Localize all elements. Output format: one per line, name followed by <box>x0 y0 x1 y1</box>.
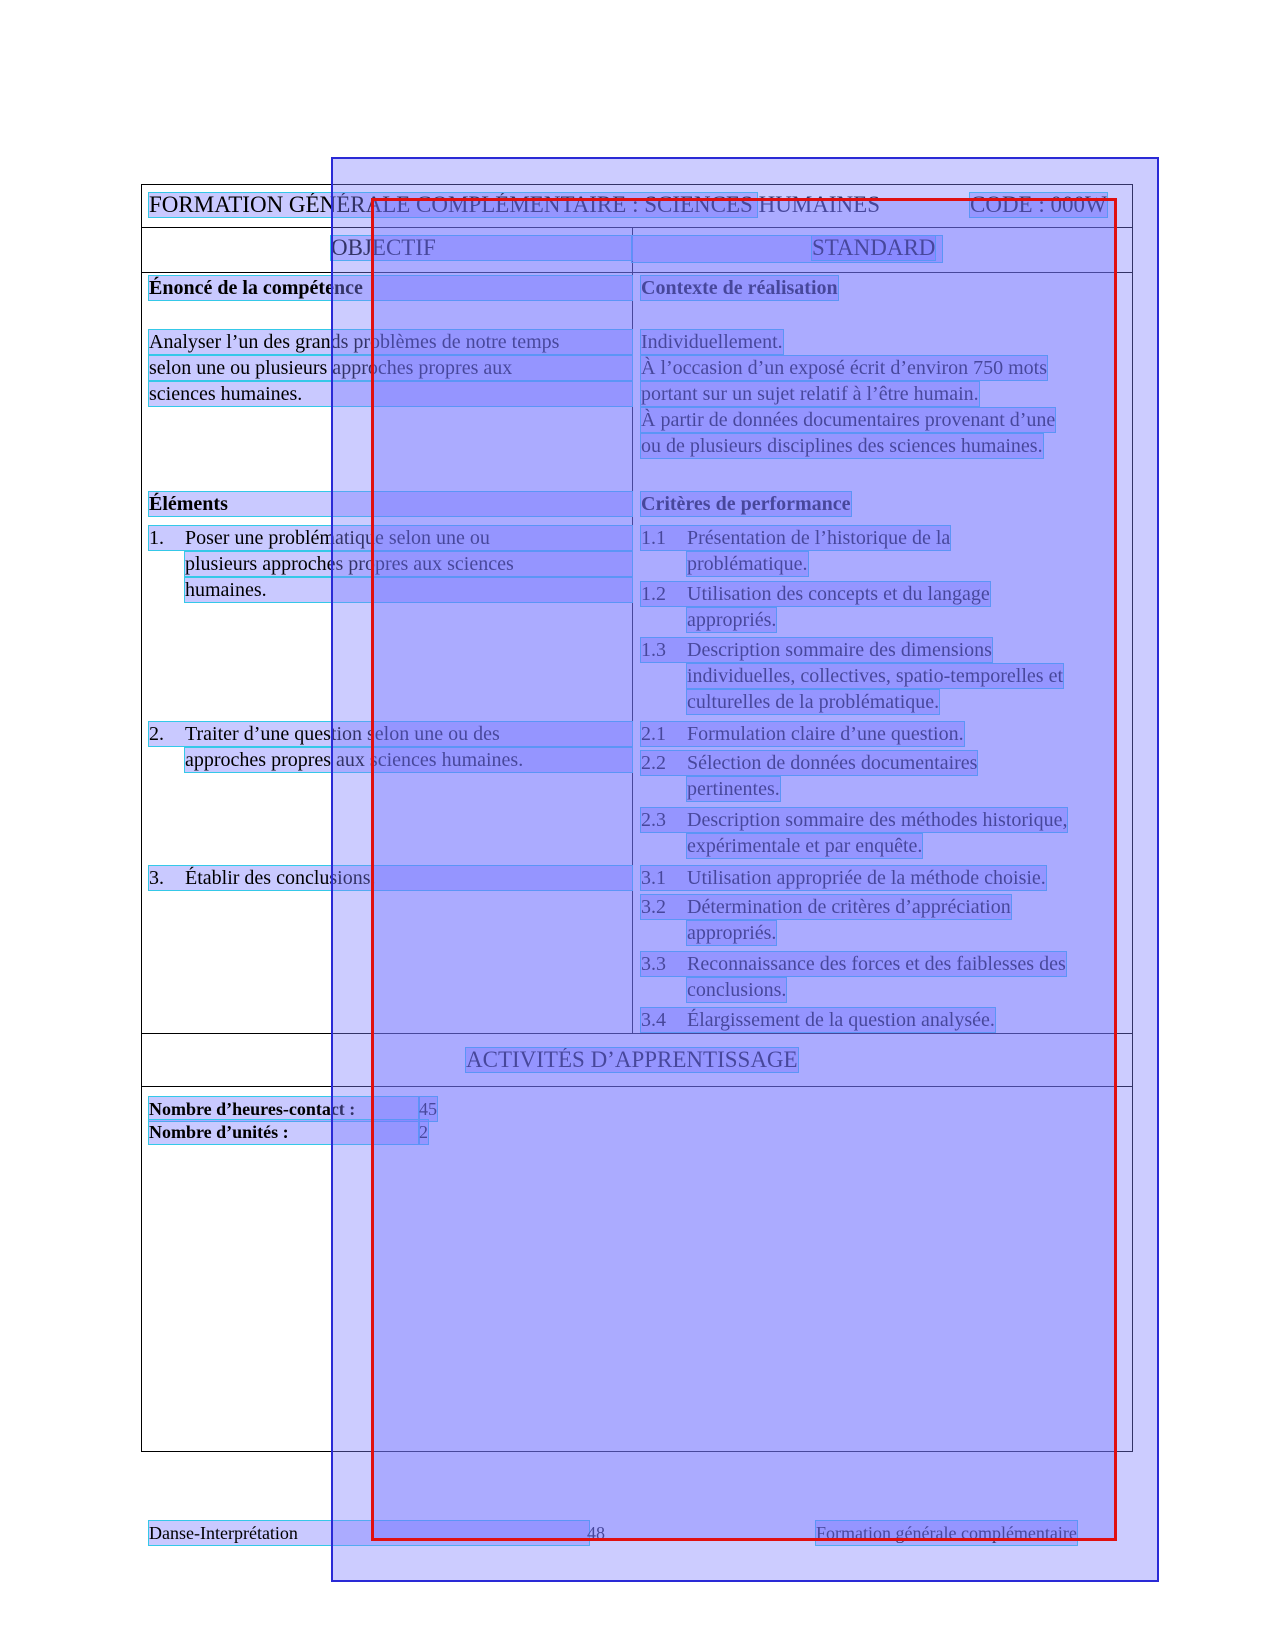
criterion-line: pertinentes. <box>687 778 780 800</box>
element-line: Traiter d’une question selon une ou des <box>185 723 500 745</box>
elements-heading: Éléments <box>149 492 632 516</box>
criterion-number: 3.1 <box>641 867 666 889</box>
criterion-line: individuelles, collectives, spatio-temporelles et <box>687 665 1064 687</box>
criterion-2-2 <box>641 751 977 775</box>
element-item-2 <box>149 722 632 746</box>
criterion-number: 2.1 <box>641 723 666 745</box>
criterion-line: Description sommaire des dimensions <box>687 639 992 661</box>
units-value: 2 <box>419 1122 428 1142</box>
criterion-2-1 <box>641 722 964 746</box>
criterion-line: appropriés. <box>687 922 777 944</box>
criterion-number: 3.4 <box>641 1009 666 1031</box>
contact-hours-value: 45 <box>419 1099 437 1119</box>
competence-line: Analyser l’un des grands problèmes de notre temps <box>149 330 632 354</box>
footer-program: Danse-Interprétation <box>149 1521 589 1545</box>
objective-column-title: OBJECTIF <box>331 236 632 260</box>
criteria-heading: Critères de performance <box>641 493 851 515</box>
criterion-number: 1.1 <box>641 527 666 549</box>
rule-header <box>141 227 1133 228</box>
criterion-line: Formulation claire d’une question. <box>687 723 964 745</box>
criterion-1-1 <box>641 526 950 550</box>
criterion-3-2 <box>641 895 1011 919</box>
context-line: À l’occasion d’un exposé écrit d’environ 750 mots <box>641 357 1048 379</box>
element-number: 1. <box>149 527 164 549</box>
criterion-line: Présentation de l’historique de la <box>687 527 951 549</box>
criterion-line: culturelles de la problématique. <box>687 691 940 713</box>
criterion-number: 2.2 <box>641 752 666 774</box>
contact-hours-label: Nombre d’heures-contact : <box>149 1097 419 1121</box>
units-label: Nombre d’unités : <box>149 1120 419 1144</box>
element-line: Poser une problématique selon une ou <box>185 527 490 549</box>
element-line: Établir des conclusions. <box>185 867 376 889</box>
criterion-number: 3.2 <box>641 896 666 918</box>
footer-page-number: 48 <box>587 1523 605 1543</box>
context-line: portant sur un sujet relatif à l’être humain. <box>641 383 979 405</box>
criterion-line: Élargissement de la question analysée. <box>687 1009 995 1031</box>
course-code: CODE : 000W <box>970 192 1107 217</box>
criterion-1-2 <box>641 582 990 606</box>
criterion-line: Détermination de critères d’appréciation <box>687 896 1011 918</box>
element-line: humaines. <box>185 578 632 602</box>
context-heading: Contexte de réalisation <box>641 277 838 299</box>
criterion-2-3 <box>641 808 1067 832</box>
rule-activities-top <box>141 1033 1133 1034</box>
activities-heading: ACTIVITÉS D’APPRENTISSAGE <box>466 1047 798 1072</box>
context-line: Individuellement. <box>641 331 783 353</box>
standard-column-title: STANDARD <box>812 235 936 260</box>
criterion-line: Reconnaissance des forces et des faiblesses des <box>687 953 1066 975</box>
element-line: plusieurs approches propres aux sciences <box>185 552 632 576</box>
rule-columns <box>141 272 1133 273</box>
criterion-3-3 <box>641 952 1066 976</box>
criterion-1-3 <box>641 638 992 662</box>
column-divider <box>632 227 633 1033</box>
criterion-line: Utilisation des concepts et du langage <box>687 583 990 605</box>
criterion-line: expérimentale et par enquête. <box>687 835 923 857</box>
element-number: 2. <box>149 723 164 745</box>
criterion-number: 1.3 <box>641 639 666 661</box>
criterion-line: problématique. <box>687 553 808 575</box>
criterion-line: Description sommaire des méthodes historique, <box>687 809 1068 831</box>
competence-line: sciences humaines. <box>149 382 632 406</box>
element-item-1 <box>149 526 632 550</box>
competence-heading: Énoncé de la compétence <box>149 276 632 300</box>
context-line: ou de plusieurs disciplines des sciences humaines. <box>641 435 1043 457</box>
element-line: approches propres aux sciences humaines. <box>185 748 632 772</box>
criterion-line: Utilisation appropriée de la méthode choisie. <box>687 867 1046 889</box>
element-item-3 <box>149 866 632 890</box>
criterion-3-1 <box>641 866 1046 890</box>
criterion-line: conclusions. <box>687 979 787 1001</box>
element-number: 3. <box>149 867 164 889</box>
criterion-line: Sélection de données documentaires <box>687 752 978 774</box>
context-line: À partir de données documentaires provenant d’une <box>641 409 1056 431</box>
criterion-number: 2.3 <box>641 809 666 831</box>
rule-activities-bottom <box>141 1086 1133 1087</box>
criterion-line: appropriés. <box>687 609 777 631</box>
criterion-3-4 <box>641 1008 995 1032</box>
footer-section: Formation générale complémentaire <box>816 1523 1077 1543</box>
criterion-number: 3.3 <box>641 953 666 975</box>
competence-line: selon une ou plusieurs approches propres aux <box>149 356 632 380</box>
page-title: FORMATION GÉNÉRALE COMPLÉMENTAIRE : SCIENCES HUMAINES <box>149 192 880 217</box>
criterion-number: 1.2 <box>641 583 666 605</box>
